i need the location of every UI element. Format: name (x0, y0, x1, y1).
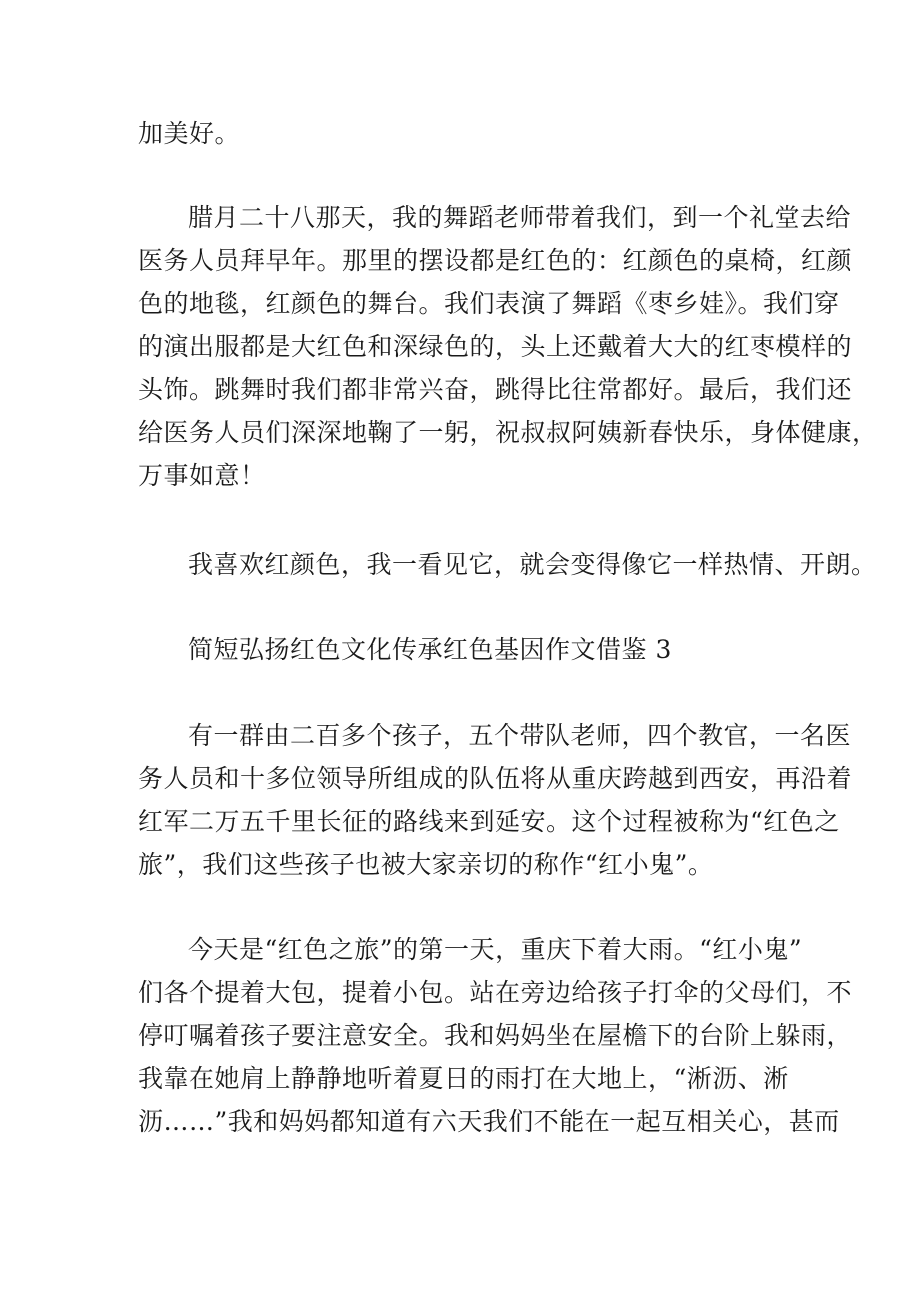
paragraph-line: 医务人员拜早年。那里的摆设都是红色的：红颜色的桌椅，红颜 (138, 246, 853, 275)
paragraph-line: 我靠在她肩上静静地听着夏日的雨打在大地上，“淅沥、淅 (138, 1064, 789, 1093)
paragraph-line: 红军二万五千里长征的路线来到延安。这个过程被称为“红色之 (138, 807, 840, 836)
paragraph-line: 我喜欢红颜色，我一看见它，就会变得像它一样热情、开朗。 (188, 550, 877, 579)
paragraph-line: 沥……”我和妈妈都知道有六天我们不能在一起互相关心，甚而 (138, 1107, 840, 1136)
paragraph-line: 旅”，我们这些孩子也被大家亲切的称作“红小鬼”。 (138, 850, 714, 879)
paragraph-line: 停叮嘱着孩子要注意安全。我和妈妈坐在屋檐下的台阶上躲雨， (138, 1021, 853, 1050)
paragraph-line: 色的地毯，红颜色的舞台。我们表演了舞蹈《枣乡娃》。我们穿 (138, 289, 840, 318)
paragraph-line: 们各个提着大包，提着小包。站在旁边给孩子打伞的父母们，不 (138, 978, 853, 1007)
paragraph-line: 头饰。跳舞时我们都非常兴奋，跳得比往常都好。最后，我们还 (138, 375, 853, 404)
paragraph-line: 的演出服都是大红色和深绿色的，头上还戴着大大的红枣模样的 (138, 332, 853, 361)
paragraph-line: 腊月二十八那天，我的舞蹈老师带着我们，到一个礼堂去给 (188, 203, 852, 232)
paragraph-line: 有一群由二百多个孩子，五个带队老师，四个教官，一名医 (188, 721, 852, 750)
paragraph-line: 万事如意！ (138, 461, 266, 490)
paragraph-line: 今天是“红色之旅”的第一天，重庆下着大雨。“红小鬼” (188, 935, 803, 964)
paragraph-line: 务人员和十多位领导所组成的队伍将从重庆跨越到西安，再沿着 (138, 764, 853, 793)
paragraph-line: 加美好。 (138, 119, 241, 148)
paragraph-line: 给医务人员们深深地鞠了一躬，祝叔叔阿姨新春快乐，身体健康， (138, 418, 878, 447)
section-heading: 简短弘扬红色文化传承红色基因作文借鉴 3 (188, 635, 672, 664)
